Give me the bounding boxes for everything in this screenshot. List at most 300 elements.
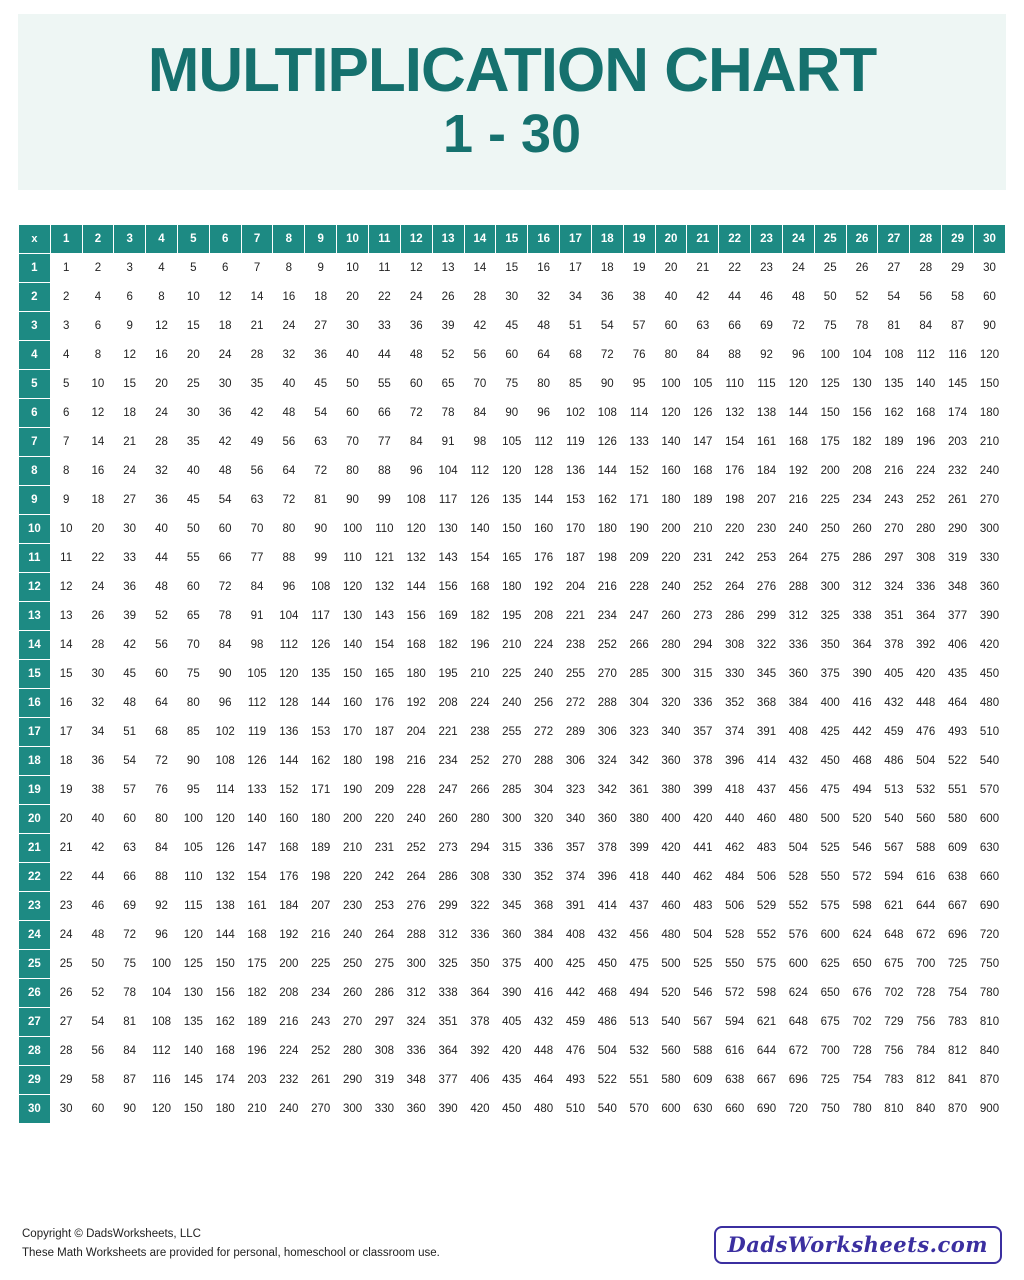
cell-5x27: 135 xyxy=(878,370,909,398)
cell-1x10: 10 xyxy=(337,254,368,282)
cell-9x27: 243 xyxy=(878,486,909,514)
cell-27x4: 108 xyxy=(146,1008,177,1036)
cell-27x28: 756 xyxy=(910,1008,941,1036)
cell-29x15: 435 xyxy=(496,1066,527,1094)
cell-11x26: 286 xyxy=(847,544,878,572)
cell-10x7: 70 xyxy=(242,515,273,543)
cell-14x14: 196 xyxy=(465,631,496,659)
cell-22x17: 374 xyxy=(560,863,591,891)
cell-27x29: 783 xyxy=(942,1008,973,1036)
cell-28x18: 504 xyxy=(592,1037,623,1065)
cell-25x25: 625 xyxy=(815,950,846,978)
table-row xyxy=(19,486,1005,514)
cell-17x3: 51 xyxy=(114,718,145,746)
cell-22x27: 594 xyxy=(878,863,909,891)
cell-8x2: 16 xyxy=(83,457,114,485)
cell-20x7: 140 xyxy=(242,805,273,833)
cell-28x22: 616 xyxy=(719,1037,750,1065)
cell-5x18: 90 xyxy=(592,370,623,398)
cell-6x10: 60 xyxy=(337,399,368,427)
cell-16x10: 160 xyxy=(337,689,368,717)
table-row xyxy=(19,602,1005,630)
cell-1x28: 28 xyxy=(910,254,941,282)
cell-7x6: 42 xyxy=(210,428,241,456)
cell-7x18: 126 xyxy=(592,428,623,456)
cell-16x3: 48 xyxy=(114,689,145,717)
cell-21x30: 630 xyxy=(974,834,1005,862)
cell-19x19: 361 xyxy=(624,776,655,804)
cell-15x9: 135 xyxy=(305,660,336,688)
cell-8x14: 112 xyxy=(465,457,496,485)
cell-28x20: 560 xyxy=(656,1037,687,1065)
cell-11x30: 330 xyxy=(974,544,1005,572)
cell-21x20: 420 xyxy=(656,834,687,862)
cell-14x12: 168 xyxy=(401,631,432,659)
cell-22x3: 66 xyxy=(114,863,145,891)
cell-12x23: 276 xyxy=(751,573,782,601)
cell-2x7: 14 xyxy=(242,283,273,311)
cell-28x21: 588 xyxy=(687,1037,718,1065)
cell-26x3: 78 xyxy=(114,979,145,1007)
cell-29x9: 261 xyxy=(305,1066,336,1094)
cell-30x30: 900 xyxy=(974,1095,1005,1123)
page-subtitle: 1 - 30 xyxy=(442,104,582,165)
cell-23x12: 276 xyxy=(401,892,432,920)
cell-13x5: 65 xyxy=(178,602,209,630)
cell-1x22: 22 xyxy=(719,254,750,282)
cell-24x8: 192 xyxy=(273,921,304,949)
cell-7x9: 63 xyxy=(305,428,336,456)
cell-8x8: 64 xyxy=(273,457,304,485)
table-row xyxy=(19,747,1005,775)
cell-26x27: 702 xyxy=(878,979,909,1007)
cell-3x29: 87 xyxy=(942,312,973,340)
table-head xyxy=(19,225,1005,253)
cell-18x20: 360 xyxy=(656,747,687,775)
cell-29x3: 87 xyxy=(114,1066,145,1094)
cell-18x10: 180 xyxy=(337,747,368,775)
cell-14x21: 294 xyxy=(687,631,718,659)
cell-15x6: 90 xyxy=(210,660,241,688)
cell-18x7: 126 xyxy=(242,747,273,775)
cell-25x28: 700 xyxy=(910,950,941,978)
cell-30x20: 600 xyxy=(656,1095,687,1123)
cell-16x6: 96 xyxy=(210,689,241,717)
cell-18x13: 234 xyxy=(433,747,464,775)
cell-22x26: 572 xyxy=(847,863,878,891)
cell-4x21: 84 xyxy=(687,341,718,369)
cell-27x1: 27 xyxy=(51,1008,82,1036)
cell-25x2: 50 xyxy=(83,950,114,978)
cell-18x28: 504 xyxy=(910,747,941,775)
cell-20x29: 580 xyxy=(942,805,973,833)
cell-27x7: 189 xyxy=(242,1008,273,1036)
cell-29x5: 145 xyxy=(178,1066,209,1094)
cell-4x9: 36 xyxy=(305,341,336,369)
cell-20x1: 20 xyxy=(51,805,82,833)
cell-19x16: 304 xyxy=(528,776,559,804)
column-header-25: 25 xyxy=(815,225,846,253)
cell-18x3: 54 xyxy=(114,747,145,775)
cell-6x7: 42 xyxy=(242,399,273,427)
cell-23x25: 575 xyxy=(815,892,846,920)
table-body xyxy=(19,254,1005,1123)
cell-24x19: 456 xyxy=(624,921,655,949)
cell-2x5: 10 xyxy=(178,283,209,311)
table-row xyxy=(19,689,1005,717)
cell-29x29: 841 xyxy=(942,1066,973,1094)
cell-3x18: 54 xyxy=(592,312,623,340)
cell-17x25: 425 xyxy=(815,718,846,746)
cell-9x1: 9 xyxy=(51,486,82,514)
cell-19x20: 380 xyxy=(656,776,687,804)
row-header-21: 21 xyxy=(19,834,50,862)
cell-14x9: 126 xyxy=(305,631,336,659)
cell-22x9: 198 xyxy=(305,863,336,891)
cell-23x13: 299 xyxy=(433,892,464,920)
cell-28x7: 196 xyxy=(242,1037,273,1065)
cell-26x18: 468 xyxy=(592,979,623,1007)
cell-17x6: 102 xyxy=(210,718,241,746)
cell-3x27: 81 xyxy=(878,312,909,340)
cell-23x15: 345 xyxy=(496,892,527,920)
cell-11x15: 165 xyxy=(496,544,527,572)
cell-22x10: 220 xyxy=(337,863,368,891)
cell-7x19: 133 xyxy=(624,428,655,456)
cell-26x30: 780 xyxy=(974,979,1005,1007)
table-row xyxy=(19,660,1005,688)
cell-7x2: 14 xyxy=(83,428,114,456)
cell-27x25: 675 xyxy=(815,1008,846,1036)
cell-12x3: 36 xyxy=(114,573,145,601)
cell-14x1: 14 xyxy=(51,631,82,659)
cell-22x19: 418 xyxy=(624,863,655,891)
column-header-5: 5 xyxy=(178,225,209,253)
cell-26x8: 208 xyxy=(273,979,304,1007)
cell-6x24: 144 xyxy=(783,399,814,427)
cell-14x20: 280 xyxy=(656,631,687,659)
cell-30x10: 300 xyxy=(337,1095,368,1123)
cell-28x16: 448 xyxy=(528,1037,559,1065)
cell-25x11: 275 xyxy=(369,950,400,978)
cell-19x2: 38 xyxy=(83,776,114,804)
table-header-row xyxy=(19,225,1005,253)
cell-15x11: 165 xyxy=(369,660,400,688)
cell-4x3: 12 xyxy=(114,341,145,369)
cell-25x12: 300 xyxy=(401,950,432,978)
cell-5x17: 85 xyxy=(560,370,591,398)
cell-17x11: 187 xyxy=(369,718,400,746)
cell-4x7: 28 xyxy=(242,341,273,369)
cell-26x13: 338 xyxy=(433,979,464,1007)
cell-4x19: 76 xyxy=(624,341,655,369)
cell-8x23: 184 xyxy=(751,457,782,485)
cell-1x23: 23 xyxy=(751,254,782,282)
cell-20x2: 40 xyxy=(83,805,114,833)
cell-1x2: 2 xyxy=(83,254,114,282)
cell-23x9: 207 xyxy=(305,892,336,920)
cell-4x16: 64 xyxy=(528,341,559,369)
column-header-9: 9 xyxy=(305,225,336,253)
cell-19x7: 133 xyxy=(242,776,273,804)
cell-28x2: 56 xyxy=(83,1037,114,1065)
cell-6x30: 180 xyxy=(974,399,1005,427)
cell-1x6: 6 xyxy=(210,254,241,282)
cell-5x21: 105 xyxy=(687,370,718,398)
cell-10x28: 280 xyxy=(910,515,941,543)
cell-29x16: 464 xyxy=(528,1066,559,1094)
cell-16x7: 112 xyxy=(242,689,273,717)
cell-20x14: 280 xyxy=(465,805,496,833)
cell-21x24: 504 xyxy=(783,834,814,862)
column-header-30: 30 xyxy=(974,225,1005,253)
cell-26x6: 156 xyxy=(210,979,241,1007)
cell-14x3: 42 xyxy=(114,631,145,659)
cell-6x28: 168 xyxy=(910,399,941,427)
cell-20x5: 100 xyxy=(178,805,209,833)
cell-4x6: 24 xyxy=(210,341,241,369)
cell-9x10: 90 xyxy=(337,486,368,514)
cell-3x24: 72 xyxy=(783,312,814,340)
cell-10x21: 210 xyxy=(687,515,718,543)
cell-20x6: 120 xyxy=(210,805,241,833)
cell-10x23: 230 xyxy=(751,515,782,543)
cell-14x10: 140 xyxy=(337,631,368,659)
cell-19x17: 323 xyxy=(560,776,591,804)
cell-30x27: 810 xyxy=(878,1095,909,1123)
cell-10x13: 130 xyxy=(433,515,464,543)
cell-28x15: 420 xyxy=(496,1037,527,1065)
cell-23x30: 690 xyxy=(974,892,1005,920)
row-header-25: 25 xyxy=(19,950,50,978)
cell-29x2: 58 xyxy=(83,1066,114,1094)
row-header-1: 1 xyxy=(19,254,50,282)
cell-8x30: 240 xyxy=(974,457,1005,485)
cell-14x2: 28 xyxy=(83,631,114,659)
cell-13x19: 247 xyxy=(624,602,655,630)
cell-22x15: 330 xyxy=(496,863,527,891)
cell-14x29: 406 xyxy=(942,631,973,659)
column-header-11: 11 xyxy=(369,225,400,253)
cell-25x14: 350 xyxy=(465,950,496,978)
cell-15x10: 150 xyxy=(337,660,368,688)
cell-26x28: 728 xyxy=(910,979,941,1007)
cell-3x25: 75 xyxy=(815,312,846,340)
cell-8x9: 72 xyxy=(305,457,336,485)
cell-6x25: 150 xyxy=(815,399,846,427)
cell-12x21: 252 xyxy=(687,573,718,601)
table-row xyxy=(19,428,1005,456)
cell-24x3: 72 xyxy=(114,921,145,949)
cell-10x15: 150 xyxy=(496,515,527,543)
cell-30x26: 780 xyxy=(847,1095,878,1123)
cell-5x16: 80 xyxy=(528,370,559,398)
cell-30x13: 390 xyxy=(433,1095,464,1123)
cell-18x19: 342 xyxy=(624,747,655,775)
cell-3x15: 45 xyxy=(496,312,527,340)
column-header-3: 3 xyxy=(114,225,145,253)
cell-15x13: 195 xyxy=(433,660,464,688)
table-row xyxy=(19,515,1005,543)
cell-1x12: 12 xyxy=(401,254,432,282)
cell-30x28: 840 xyxy=(910,1095,941,1123)
cell-19x29: 551 xyxy=(942,776,973,804)
cell-6x20: 120 xyxy=(656,399,687,427)
cell-6x17: 102 xyxy=(560,399,591,427)
cell-13x26: 338 xyxy=(847,602,878,630)
cell-25x23: 575 xyxy=(751,950,782,978)
table-row xyxy=(19,370,1005,398)
cell-10x2: 20 xyxy=(83,515,114,543)
cell-11x9: 99 xyxy=(305,544,336,572)
cell-17x19: 323 xyxy=(624,718,655,746)
cell-3x23: 69 xyxy=(751,312,782,340)
cell-7x17: 119 xyxy=(560,428,591,456)
cell-27x14: 378 xyxy=(465,1008,496,1036)
cell-11x29: 319 xyxy=(942,544,973,572)
cell-6x29: 174 xyxy=(942,399,973,427)
cell-21x16: 336 xyxy=(528,834,559,862)
cell-21x11: 231 xyxy=(369,834,400,862)
cell-17x18: 306 xyxy=(592,718,623,746)
cell-26x7: 182 xyxy=(242,979,273,1007)
cell-27x22: 594 xyxy=(719,1008,750,1036)
cell-8x18: 144 xyxy=(592,457,623,485)
cell-20x18: 360 xyxy=(592,805,623,833)
cell-5x25: 125 xyxy=(815,370,846,398)
cell-26x26: 676 xyxy=(847,979,878,1007)
cell-11x27: 297 xyxy=(878,544,909,572)
cell-17x4: 68 xyxy=(146,718,177,746)
row-header-30: 30 xyxy=(19,1095,50,1123)
cell-1x26: 26 xyxy=(847,254,878,282)
cell-16x25: 400 xyxy=(815,689,846,717)
cell-1x30: 30 xyxy=(974,254,1005,282)
table-row xyxy=(19,921,1005,949)
cell-18x23: 414 xyxy=(751,747,782,775)
cell-19x8: 152 xyxy=(273,776,304,804)
cell-28x26: 728 xyxy=(847,1037,878,1065)
table-row xyxy=(19,1008,1005,1036)
cell-13x24: 312 xyxy=(783,602,814,630)
cell-29x22: 638 xyxy=(719,1066,750,1094)
column-header-1: 1 xyxy=(51,225,82,253)
cell-5x9: 45 xyxy=(305,370,336,398)
cell-2x9: 18 xyxy=(305,283,336,311)
cell-16x18: 288 xyxy=(592,689,623,717)
cell-8x20: 160 xyxy=(656,457,687,485)
cell-16x23: 368 xyxy=(751,689,782,717)
cell-30x9: 270 xyxy=(305,1095,336,1123)
cell-10x20: 200 xyxy=(656,515,687,543)
cell-15x18: 270 xyxy=(592,660,623,688)
cell-11x4: 44 xyxy=(146,544,177,572)
cell-18x18: 324 xyxy=(592,747,623,775)
cell-5x6: 30 xyxy=(210,370,241,398)
cell-24x6: 144 xyxy=(210,921,241,949)
cell-16x26: 416 xyxy=(847,689,878,717)
cell-16x28: 448 xyxy=(910,689,941,717)
cell-21x10: 210 xyxy=(337,834,368,862)
cell-20x27: 540 xyxy=(878,805,909,833)
cell-2x13: 26 xyxy=(433,283,464,311)
cell-12x15: 180 xyxy=(496,573,527,601)
cell-13x21: 273 xyxy=(687,602,718,630)
cell-11x20: 220 xyxy=(656,544,687,572)
cell-21x17: 357 xyxy=(560,834,591,862)
cell-19x13: 247 xyxy=(433,776,464,804)
cell-5x12: 60 xyxy=(401,370,432,398)
cell-2x11: 22 xyxy=(369,283,400,311)
cell-17x30: 510 xyxy=(974,718,1005,746)
cell-9x24: 216 xyxy=(783,486,814,514)
cell-25x27: 675 xyxy=(878,950,909,978)
cell-1x21: 21 xyxy=(687,254,718,282)
cell-29x11: 319 xyxy=(369,1066,400,1094)
cell-25x6: 150 xyxy=(210,950,241,978)
cell-15x7: 105 xyxy=(242,660,273,688)
cell-5x3: 15 xyxy=(114,370,145,398)
cell-7x1: 7 xyxy=(51,428,82,456)
cell-25x21: 525 xyxy=(687,950,718,978)
cell-4x13: 52 xyxy=(433,341,464,369)
cell-8x3: 24 xyxy=(114,457,145,485)
cell-23x28: 644 xyxy=(910,892,941,920)
cell-19x6: 114 xyxy=(210,776,241,804)
cell-29x25: 725 xyxy=(815,1066,846,1094)
cell-10x12: 120 xyxy=(401,515,432,543)
cell-16x2: 32 xyxy=(83,689,114,717)
cell-30x22: 660 xyxy=(719,1095,750,1123)
cell-3x12: 36 xyxy=(401,312,432,340)
cell-26x20: 520 xyxy=(656,979,687,1007)
cell-29x24: 696 xyxy=(783,1066,814,1094)
cell-29x28: 812 xyxy=(910,1066,941,1094)
cell-17x28: 476 xyxy=(910,718,941,746)
cell-18x9: 162 xyxy=(305,747,336,775)
cell-23x19: 437 xyxy=(624,892,655,920)
cell-24x9: 216 xyxy=(305,921,336,949)
cell-23x24: 552 xyxy=(783,892,814,920)
cell-15x21: 315 xyxy=(687,660,718,688)
cell-9x6: 54 xyxy=(210,486,241,514)
cell-7x29: 203 xyxy=(942,428,973,456)
cell-9x28: 252 xyxy=(910,486,941,514)
cell-19x10: 190 xyxy=(337,776,368,804)
page-title: MULTIPLICATION CHART xyxy=(147,36,877,105)
cell-29x17: 493 xyxy=(560,1066,591,1094)
cell-8x19: 152 xyxy=(624,457,655,485)
cell-1x13: 13 xyxy=(433,254,464,282)
cell-18x22: 396 xyxy=(719,747,750,775)
copyright-line: Copyright © DadsWorksheets, LLC xyxy=(22,1227,201,1240)
row-header-22: 22 xyxy=(19,863,50,891)
cell-1x1: 1 xyxy=(51,254,82,282)
cell-25x24: 600 xyxy=(783,950,814,978)
cell-2x4: 8 xyxy=(146,283,177,311)
cell-28x27: 756 xyxy=(878,1037,909,1065)
cell-8x21: 168 xyxy=(687,457,718,485)
cell-4x25: 100 xyxy=(815,341,846,369)
cell-2x21: 42 xyxy=(687,283,718,311)
cell-6x16: 96 xyxy=(528,399,559,427)
cell-23x6: 138 xyxy=(210,892,241,920)
cell-8x25: 200 xyxy=(815,457,846,485)
cell-15x17: 255 xyxy=(560,660,591,688)
table-row xyxy=(19,544,1005,572)
cell-6x11: 66 xyxy=(369,399,400,427)
cell-8x26: 208 xyxy=(847,457,878,485)
